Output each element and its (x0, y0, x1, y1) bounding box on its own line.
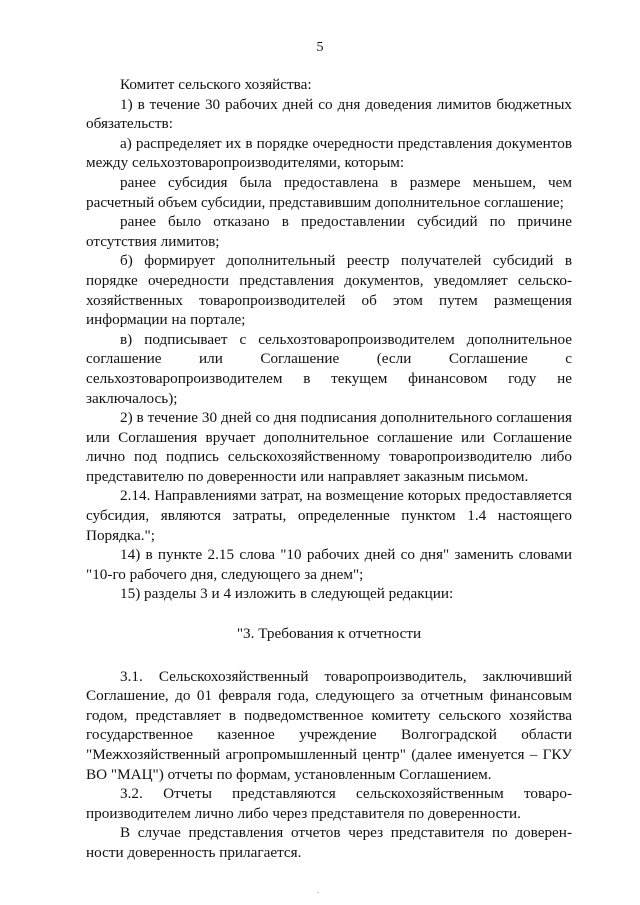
paragraph: ранее было отказано в предоставлении субсидий по причине отсутствия лимитов; (86, 213, 572, 250)
paragraph: а) распределяет их в порядке очередности представления документов между сельхозтоваропроизводителями, которым: (86, 134, 572, 172)
paragraph: 1) в течение 30 рабочих дней со дня доведения лимитов бюджетных обязательств: (86, 95, 572, 133)
paragraph: 2.14. Направлениями затрат, на возмещение которых предоставляется субсидия, являются затраты, определенные пунктом 1.4 настоящего Порядка."; (86, 487, 572, 544)
paragraph: 3.2. Отчеты представляются сельскохозяйственным товаропроизводителем лично либо через представителя по доверенности. (86, 785, 572, 822)
paragraph: 14) в пункте 2.15 слова "10 рабочих дней со дня" заменить словами "10-го рабочего дня, следующего за днем"; (86, 546, 572, 583)
spacer (86, 644, 572, 667)
paragraph: в) подписывает с сельхозтоваропроизводителем дополнительное соглашение или Соглашение (если Соглашение с сельхозтоваропроизводителем в текущем финансовом году не заключалось); (86, 330, 572, 407)
paragraph: 15) разделы 3 и 4 изложить в следующей редакции: (120, 585, 454, 603)
document-body (86, 75, 572, 863)
paragraph: ранее субсидия была предоставлена в размере меньшем, чем расчетный объем субсидии, представившим дополнительное соглашение; (86, 173, 572, 211)
spacer (86, 604, 572, 624)
paragraph: Комитет сельского хозяйства: (120, 76, 312, 93)
footer-mark: . (317, 886, 319, 895)
paragraph: б) формирует дополнительный реестр получателей субсидий в порядке очередности представления документов, уведомляет сельскохозяйственных товаропроизводителей об этом путем размещения информации на портале; (86, 252, 572, 329)
section-title: "3. Требования к отчетности (236, 625, 422, 643)
page-number: 5 (316, 40, 324, 55)
paragraph: 3.1. Сельскохозяйственный товаропроизводитель, заключивший Соглашение, до 01 февраля года, следующего за отчетным финансовым годом, представляет в подведомственное комитету сельского хозяйства государственное казенное учреждение Волгоградской области "Межхозяйственный агропромышленный центр" (далее именуется – ГКУ ВО "МАЦ") отчеты по формам, установленным Соглашением. (86, 667, 572, 783)
paragraph: 2) в течение 30 дней со дня подписания дополнительного соглашения или Соглашения вручает дополнительное соглашение или Соглашение лично под подпись сельскохозяйственному товаропроизводителю либо представителю по доверенности или направляет заказным письмом. (86, 409, 572, 485)
paragraph: В случае представления отчетов через представителя по доверенности доверенность прилагается. (86, 824, 572, 861)
